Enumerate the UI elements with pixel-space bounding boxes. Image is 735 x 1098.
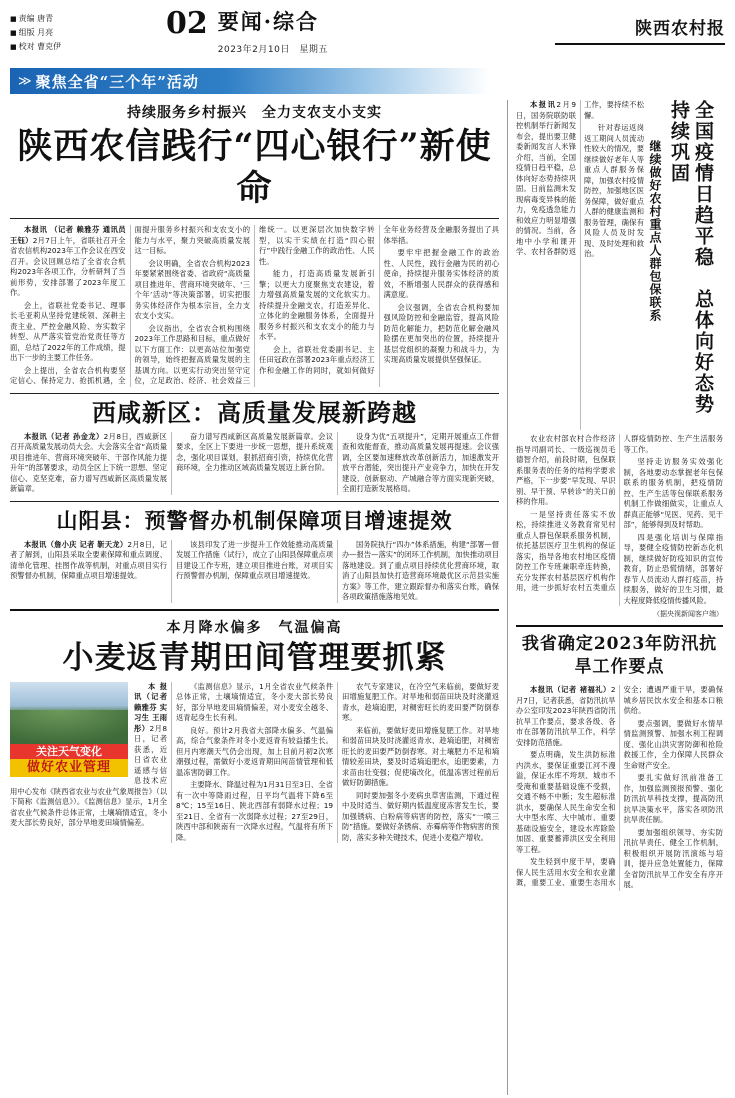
section-title: 要闻·综合 xyxy=(217,9,320,34)
publication-date: 2023年2月10日 星期五 xyxy=(217,45,328,55)
right-bottom-headline: 我省确定2023年防汛抗旱工作要点 xyxy=(521,634,718,677)
story3-body xyxy=(10,540,499,603)
main-column xyxy=(10,100,508,1095)
feature-photo xyxy=(10,682,128,744)
section-block xyxy=(218,8,328,55)
paragraph: 要牢牢把握金融工作的政治性、人民性，践行金融为民的初心使命，持续提升服务实体经济的质效，不断增强人民群众的获得感和满意度。 xyxy=(383,248,499,299)
right-top-body xyxy=(516,434,723,606)
divider xyxy=(10,609,499,611)
paragraph: 坚持走访服务实效强化制，各地要动态掌握老年包保联系的服务机制，把疫情防控、生产生活等包保联系服务机制工作做细做实，让重点人群真正能够“见医、见药、见干部”，能够得到及时帮助。 xyxy=(623,457,723,529)
right-top-subhead: 继续做好农村重点人群包保联系 xyxy=(648,140,662,322)
paragraph: 设身为优“五项提升”，定期开展重点工作督查和效能督查，推动高质量发展再提速。会议强调，全区要加速释放改革创新活力，加速激发开放平台潜能，突出提升产业竞争力，加快在开发建设、创新驱动、产城融合等方面实现新突破，全面打造新发展格局。 xyxy=(342,431,499,493)
right-top-story xyxy=(516,100,723,430)
right-bottom-body xyxy=(516,685,723,891)
lead-article-body xyxy=(10,225,499,387)
paragraph: 良好。预计2月我省大部降水偏多、气温偏高，综合气象条件对冬小麦返青有较益播生长。但月内寒潮天气仍会出现，加上目前月初2次寒潮强过程，需做好小麦返青期田间苗情管理和低温冻害防御工作。 xyxy=(176,725,333,777)
paragraph: 要点明确，发生洪防标准内洪水，要保证重要江河不漫溢，保证水库不垮坝、城市不受淹和重要基础设施不受损，交通不畅不中断；发生超标准洪水，要确保人民生命安全和大中型水库、大中城市、重要基础设施安全，建设水库除险加固、重要蓄滞洪区安全利用等工程。 xyxy=(516,750,616,854)
photo-caption-yellow: 做好农业管理 xyxy=(10,759,128,777)
paragraph: 会议明确，全省农合机构2023年要紧紧围绕省委、省政府“高质量项目推进年、营商环境突破年、‘三个年’活动”等决策部署，切实把服务实体经济作为根本宗旨，全力支农支小支实。 xyxy=(134,258,250,320)
paragraph: 会上提出，全省农合机构要坚定信心、保持定力、抢抓机遇，全面提升服务乡村振兴和支农支小的能力与水平，聚力突破高质量发展这一目标。 xyxy=(10,225,250,385)
paragraph xyxy=(10,432,167,495)
right-top-lead-text xyxy=(516,100,644,430)
feature-kicker: 本月降水偏多 气温偏高 xyxy=(166,619,343,636)
paragraph-text: 2月7日上午，省联社召开全省农信机构2023年工作会议在西安召开。会议回顾总结了全省农合机构2023年各项工作，分析研判了当前形势，安排部署了2023年度工作。 xyxy=(10,235,126,297)
paragraph: 发生轻到中度干旱，要确保人民生活用水安全和农业灌溉，重要工业、重要生态用水安全；遭遇严重干旱，要确保城乡居民饮水安全和基本口粮供给。 xyxy=(516,685,723,887)
paragraph: 国务院执行“四办”体系措施，构建“部署—督办—报告—落实”的闭环工作机制，加快推动项目落地建设。到了重点项目持续优化营商环境，取消了山阳县加快打造营商环境最优区示范县实施方案》等工作，建立跟踪督办和落实台账，确保各项政策措施落地见效。 xyxy=(342,539,500,601)
right-top-headline: 全国疫情日趋平稳 总体向好态势持续巩固 xyxy=(668,100,714,415)
divider xyxy=(10,501,499,502)
paragraph-text: 2月8日，记者获悉，近日省农业遥感与信息技术应用中心发布《陕西省农业与农业气象周报告》（以下简称《监测信息》）。《监测信息》显示，1月全省农业气候条件总体正常，土壤墒情适宜，冬小麦大部长势良好，部分旱地麦田墒情偏差。 xyxy=(10,723,167,827)
paragraph: 一是坚持责任落实不放松，持续推进义务教育常见村重点人群包保联系服务机制，依托基层医疗卫生机构的保证落实，指导各地农村地区疫情防控工作专班兼职牵连转换，充分发挥农村基层医疗机构作用，进一步抓好农村五类重点人群疫情防控、生产生活服务等工作。 xyxy=(516,434,723,592)
paragraph: 会上，省联社党委书记、理事长毛亚莉从坚持党建统领、深耕主责主业、严控金融风险、夯实数字转型、从严落实管党治党责任等方面，总结了2022年的工作成绩，提出下一步的主要工作任务。 xyxy=(10,300,126,362)
dateline: 本报讯（记者 赖雅芬 实习生 王雨彤） xyxy=(134,681,167,733)
paragraph: 要扎实做好汛前准备工作，加强监测预报预警、强化防汛抗旱科技支撑，提高防汛抗旱决策水平，落实各项防汛抗旱责任制。 xyxy=(623,773,723,824)
paragraph: 会议指出，全省农合机构围绕2023年工作思路和目标，重点做好以下方面工作：以更高站位加强党的领导，始终把握高质量发展的主基调方向。以更实行动突出坚守定位，立足政治、经济、社会效益三维统一。以更深层次加快数字转型，以实干实绩在打造“四心银行”中践行金融工作的政治性、人民性。 xyxy=(134,225,375,385)
dateline: 本报讯（詹小庆 记者 靳天龙） xyxy=(24,539,128,549)
paragraph: 会上，省联社党委副书记、主任田冠政在部署2023年重点经济工作和金融工作的同时，就如何做好全年业务经营及金融服务提出了具体举措。 xyxy=(259,225,499,375)
paragraph xyxy=(10,540,167,582)
paragraph: 能力，打造高质量发展新引擎；以更大力度聚焦支农建设，着力增强高质量发展的文化软实力。持续提升金融支农，打造差异化、立体化的金融服务体系，全面提升服务乡村振兴和支农支小的能力与水平。 xyxy=(259,269,375,341)
story2-body xyxy=(10,432,499,495)
dateline: 本报讯 xyxy=(530,100,557,109)
paragraph xyxy=(10,225,126,299)
campaign-banner xyxy=(10,68,490,94)
dateline: 本报讯（记者 孙金龙） xyxy=(24,431,104,441)
paragraph: 要加强组织领导、夯实防汛抗旱责任、健全工作机制，积极组织开展防汛演练与培训，提升应急处置能力，保障全省防汛抗旱工作安全有序开展。 xyxy=(623,827,723,889)
page-number: 02 xyxy=(166,6,208,41)
body-grid xyxy=(10,100,725,1095)
paragraph: 四是强化培训与保障指导，要健全疫情防控新态化机制，继续做好防疫知识的宣传教育，防止恐慌情绪，部署好春节人员流动人群打疫苗，持续服务，做好的卫生习惯，最大程度降低疫情传播风险。 xyxy=(623,532,723,605)
story3-headline: 山阳县：预警督办机制保障项目增速提效 xyxy=(56,507,453,533)
paragraph: 该县印发了进一步提升工作效能推动高质量发展工作措施（试行），成立了山阳县保障重点项目建设工作专班，建立项目推进台账，对项目实行预警督办机制，保障重点项目增速提效。 xyxy=(176,539,333,580)
paragraph: 奋力谱写西咸新区高质量发展新篇章。会议要求，全区上下要进一步统一思想，提升系统观念，强化项目谋划，狠抓招商引资，持续优化营商环境，全力推动区域高质量发展迈上新台阶。 xyxy=(176,431,333,472)
right-top-credit: （据央视新闻客户端） xyxy=(653,610,723,618)
paragraph: 来临前，要做好麦田增施复肥工作。对旱地和弱苗田块及时浇灌返青水、趁墒追肥，对稠密旺长的麦田要严防倒春寒。对土壤肥力不足和墒情较差田块，要及时适墒追肥水，追肥要素，力求苗由壮变强；促使墒改化，低温冻害过程前后做好防御措施。 xyxy=(342,725,499,787)
paragraph: 要点强调，要做好水情旱情监测预警、加强水利工程调度、强化山洪灾害防御和抢险救援工作，全力保障人民群众生命财产安全。 xyxy=(623,718,723,770)
paragraph-text: 2月7日，记者获悉，省防汛抗旱办公室印发2023年陕西省防汛抗旱工作要点，要求各级、各市在部署防汛抗旱工作，科学安排防范措施。 xyxy=(516,685,616,747)
divider xyxy=(10,218,499,219)
paragraph: 农业农村部农村合作经济指导司副司长、一级巡视员毛德智介绍，前段时期，包保联系服务表的任务的结构学要求严格，下一步要“早发现、早识别、早干预、早转诊”的关口前移的作用。 xyxy=(516,434,616,506)
chevron-right-icon: ≫ xyxy=(18,73,30,89)
campaign-banner-label: 聚焦全省“三个年”活动 xyxy=(35,72,199,91)
masthead-rule xyxy=(555,43,725,45)
photo-caption-red: 关注天气变化 xyxy=(10,744,128,759)
story2-headline: 西咸新区：高质量发展新跨越 xyxy=(92,397,417,427)
paragraph: 农气专家建议，在冷空气来临前，要做好麦田增施复肥工作。对旱地和弱苗田块及时浇灌返青水，趁墒追肥，对稠密旺长的麦田要严防倒春寒。 xyxy=(342,681,499,722)
dateline: 本报讯（记者 褚福礼） xyxy=(530,685,611,694)
feature-body xyxy=(10,682,499,844)
paragraph: 会议强调，全省农合机构要加强风险防控和金融监管，提高风险防范化解能力，把防范化解金融风险摆在更加突出的位置，持续提升基层党组织的凝聚力和战斗力，为实现高质量发展提供坚强保证。 xyxy=(383,302,499,364)
paragraph: 《监测信息》显示，1月全省农业气候条件总体正常，土壤墒情适宜，冬小麦大部长势良好，部分旱地麦田墒情偏差，对小麦安全越冬、返青起身生长有利。 xyxy=(176,681,333,722)
divider xyxy=(516,625,723,627)
feature-headline: 小麦返青期田间管理要抓紧 xyxy=(62,639,447,676)
paragraph xyxy=(516,685,616,748)
paragraph: 针对春运返岗返工期间人员流动性较大的情况，要继续做好老年人等重点人群服务保障，加强农村疫情防控，加强地区医务保障，做好重点人群的健康监测和服务管理，确保有风险人员及时发现、及时处理和救治。 xyxy=(584,123,644,258)
masthead-right xyxy=(555,8,725,45)
divider xyxy=(10,393,499,394)
masthead xyxy=(10,8,725,64)
paragraph-text: 2月8日，记者了解到，山阳县采取全要素保障和重点调度、清单化管理、挂图作战等机制，对重点项目实行预警督办机制，保障重点项目增速提效。 xyxy=(10,539,167,580)
credit-line-1: ■ 责编 唐青 xyxy=(10,12,160,26)
paragraph: 同时要加强冬小麦病虫草害监测，下通过程中及时适当、做好期内低温度度冻害发生长，要加强锈病、白粉病等病害的防控，落实“一喷三防”措施。要做好条锈病、赤霉病等作物病害的预防，落实多种关键技术，促进小麦稳产增收。 xyxy=(342,790,500,842)
dateline: 本报讯 （记者 赖雅芬 通讯员 王钰） xyxy=(10,225,126,245)
credit-line-2: ■ 组版 月亮 xyxy=(10,26,160,40)
paragraph: 主要降水、降温过程为1月31日至3日、全省有一次中等降雨过程，日平均气温将下降6至8℃；15至16日、陕北西部有弱降水过程；19至21日、全省有一次弱降水过程；27至29日，陕西中部和陕南有一次降水过程，气温将有所下降。 xyxy=(176,780,333,842)
right-column xyxy=(508,100,723,1095)
credit-line-3: ■ 校对 曹克伊 xyxy=(10,40,160,54)
lead-kicker: 持续服务乡村振兴 全力支农支小支实 xyxy=(127,105,382,121)
feature-photo-block xyxy=(10,682,128,777)
masthead-credits xyxy=(10,8,160,54)
paper-name: 陕西农村报 xyxy=(635,19,725,39)
masthead-center xyxy=(160,8,555,55)
lead-headline: 陕西农信践行“四心银行”新使命 xyxy=(17,126,492,209)
paragraph-text: 2月9日，国务院联防联控机制举行新闻发布会，提出要卫健委新闻发言人米锋介绍，当前，全国疫情日趋平稳，总体向好态势持续巩固。日前监测未发现病毒变异株的能力，免疫透急能力和效应力明显增强的情况。当前，各地中小学和课开学、农村各群防返工作，要持续不松懈。 xyxy=(516,100,644,256)
photo-hill xyxy=(10,710,128,744)
paragraph-text: 2月8日，西咸新区召开高质量发展动员大会。大会落实全省“高质量项目推进年、营商环境突破年、干部作风能力提升年”的部署要求，动员全区上下统一思想、坚定信心、克坚克难，奋力谱写西咸新区高质量发展新篇章。 xyxy=(10,431,168,493)
